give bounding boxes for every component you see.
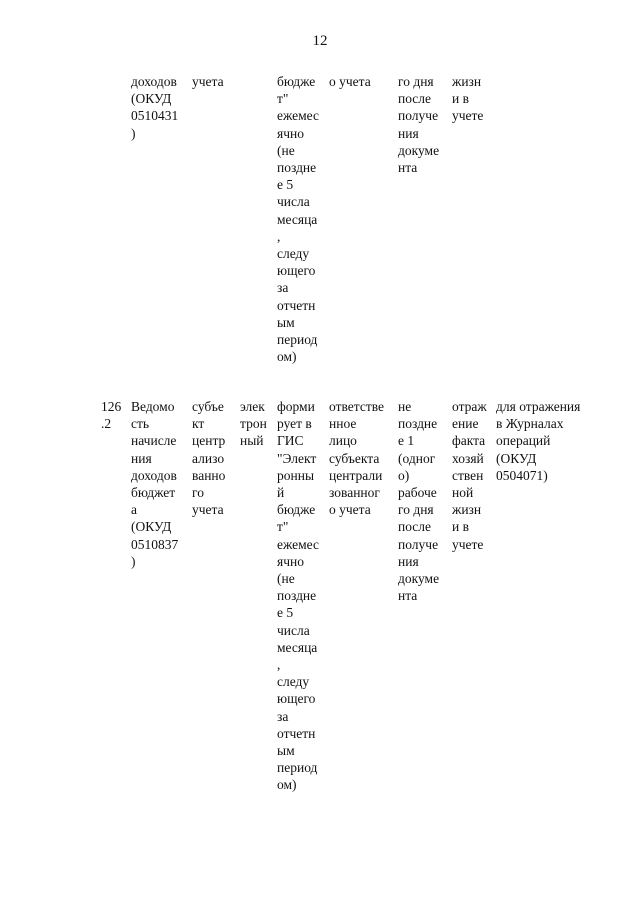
page-number: 12 — [312, 33, 328, 49]
cell-who-forms: субъе кт центр ализо ванно го учета — [192, 399, 226, 518]
cell-purpose: отраж ение факта хозяй ствен ной жизн и в учете — [452, 399, 487, 552]
cell-responsible: о учета — [329, 74, 371, 89]
cell-when-forms: бюдже т" ежемес ячно (не поздне е 5 числа месяца , следу ющего за отчетн ым период ом) — [277, 74, 319, 365]
cell-document-name: доходов (ОКУД 0510431 ) — [131, 74, 179, 141]
cell-document-name: Ведомо сть начисле ния доходов бюджет а (ОКУД 0510837 ) — [131, 399, 179, 569]
cell-row-number: 126 .2 — [101, 399, 122, 432]
cell-form: элек трон ный — [240, 399, 267, 449]
cell-term: го дня после получе ния докуме нта — [398, 74, 440, 176]
cell-responsible: ответстве нное лицо субъекта централи зованног о учета — [329, 399, 385, 518]
cell-term: не поздне е 1 (одног о) рабоче го дня после получе ния докуме нта — [398, 399, 440, 604]
cell-note: для отражения в Журналах операций (ОКУД 0504071) — [496, 399, 581, 483]
cell-when-forms: форми рует в ГИС "Элект ронны й бюдже т" ежемес ячно (не поздне е 5 числа месяца , следу ющего за отчетн ым период ом) — [277, 399, 319, 793]
cell-who-forms: учета — [192, 74, 224, 89]
cell-purpose: жизн и в учете — [452, 74, 484, 124]
